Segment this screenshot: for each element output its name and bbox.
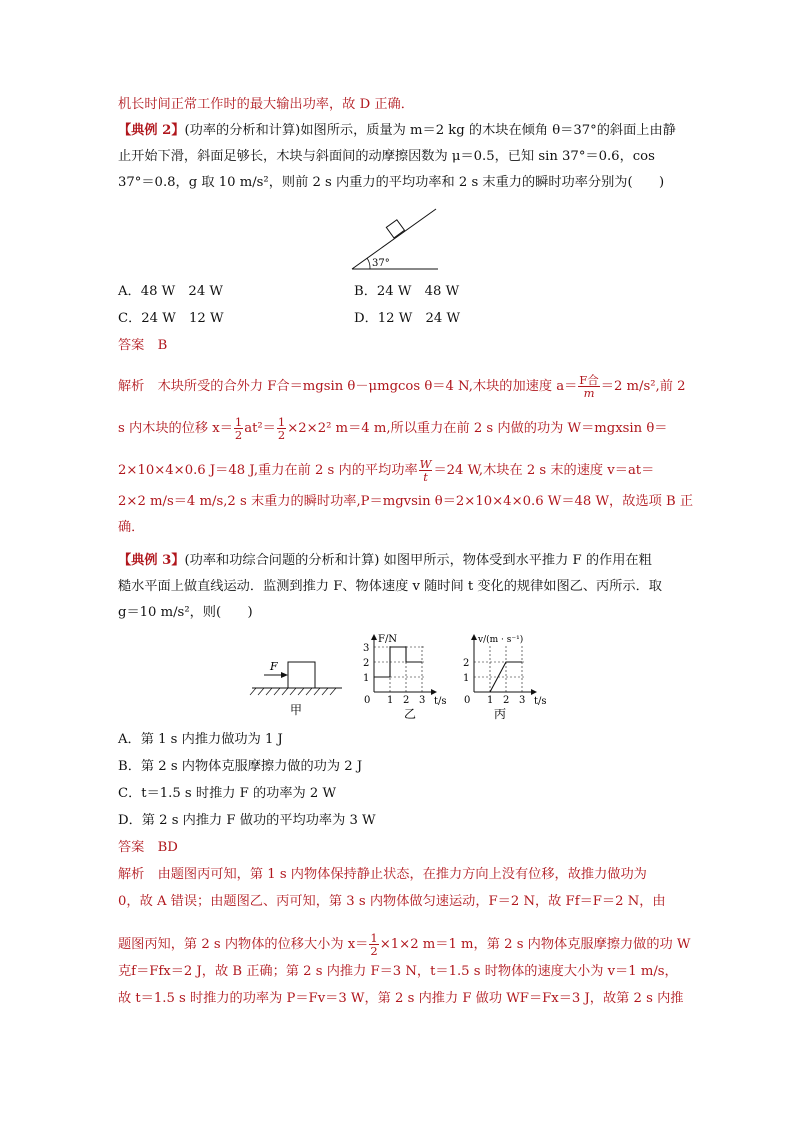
ex3-analysis-line5: 故 t＝1.5 s 时推力的功率为 P＝Fv＝3 W，第 2 s 内推力 F 做功 WF＝Fx＝3 J，故第 2 s 内推 xyxy=(118,991,684,1006)
fraction xyxy=(578,374,599,399)
fraction xyxy=(234,416,243,441)
fraction xyxy=(277,416,286,441)
fraction-numerator: W xyxy=(419,457,432,471)
ex3-analysis-label: 解析 xyxy=(118,867,145,882)
ex2-analysis-text: 木块所受的合外力 F合＝mgsin θ－μmgcos θ＝4 N,木块的加速度 a＝ xyxy=(157,379,578,394)
ex3-analysis-text: 题图丙知，第 2 s 内物体的位移大小为 x＝ xyxy=(118,937,369,952)
continuation-line: 机长时间正常工作时的最大输出功率，故 D 正确． xyxy=(118,97,414,112)
yi-y-tick-label: 3 xyxy=(363,643,370,654)
figure-bing-chart xyxy=(460,632,560,720)
ex2-option-d: D．12 W 24 W xyxy=(354,311,461,326)
bing-y-tick-label: 1 xyxy=(463,673,470,684)
ex3-analysis-text: 由题图丙可知，第 1 s 内物体保持静止状态，在推力方向上没有位移，故推力做功为 xyxy=(157,867,647,882)
ex2-tag: 【典例 2】 xyxy=(118,123,185,138)
fraction-denominator: m xyxy=(583,386,595,400)
ex3-answer: BD xyxy=(157,840,178,855)
ex3-answer-line xyxy=(118,838,178,858)
yi-y-tick-label: 1 xyxy=(363,673,370,684)
ex3-option-a: A．第 1 s 内推力做功为 1 J xyxy=(118,732,283,747)
fraction-denominator: 2 xyxy=(277,428,286,442)
ex2-option-b: B．24 W 48 W xyxy=(354,284,460,299)
ex3-analysis-text: ×1×2 m＝1 m，第 2 s 内物体克服摩擦力做的功 W xyxy=(379,937,691,952)
ex2-line1 xyxy=(118,121,676,141)
yi-x-tick-label: 1 xyxy=(387,695,394,706)
incline-figure xyxy=(348,205,444,275)
ex2-topic: (功率的分析和计算) xyxy=(184,123,301,138)
ex2-analysis-text: s 内木块的位移 x＝ xyxy=(118,421,233,436)
ex3-line1 xyxy=(118,551,652,571)
ex2-option-c: C．24 W 12 W xyxy=(118,311,224,326)
ex2-line2: 止开始下滑，斜面足够长，木块与斜面间的动摩擦因数为 μ＝0.5，已知 sin 37°＝0.6，cos xyxy=(118,149,655,164)
yi-x-tick-label: 2 xyxy=(403,695,410,706)
bing-x-tick-label: 0 xyxy=(464,695,471,706)
bing-x-tick-label: 3 xyxy=(519,695,526,706)
fraction-denominator: 2 xyxy=(234,428,243,442)
ex2-analysis-label: 解析 xyxy=(118,379,145,394)
bing-y-tick-label: 2 xyxy=(463,658,470,669)
fraction-numerator: 1 xyxy=(277,415,286,429)
fraction-numerator: 1 xyxy=(370,931,378,945)
ex2-line3: 37°＝0.8，g 取 10 m/s²，则前 2 s 内重力的平均功率和 2 s 末重力的瞬时功率分别为( ) xyxy=(118,175,665,190)
figure-yi-chart xyxy=(360,632,460,720)
yi-x-tick-label: 3 xyxy=(419,695,426,706)
ex3-option-d: D．第 2 s 内推力 F 做功的平均功率为 3 W xyxy=(118,813,376,828)
yi-x-tick-label: 0 xyxy=(364,695,371,706)
ex2-text1: 如图所示，质量为 m＝2 kg 的木块在倾角 θ＝37°的斜面上由静 xyxy=(300,123,676,138)
ex3-analysis-line4: 克f＝Ffx＝2 J，故 B 正确；第 2 s 内推力 F＝3 N，t＝1.5 s 时物体的速度大小为 v＝1 m/s， xyxy=(118,964,678,979)
ex2-answer-line xyxy=(118,336,167,356)
ex3-topic: (功率和功综合问题的分析和计算) xyxy=(184,553,380,568)
ex2-analysis-text: ＝2 m/s²,前 2 xyxy=(600,379,686,394)
figure-bing-caption: 丙 xyxy=(494,707,507,720)
fraction-numerator: F合 xyxy=(579,373,599,387)
bing-xlabel: t/s xyxy=(534,696,547,707)
figure-yi-caption: 乙 xyxy=(404,707,417,720)
ex3-option-c: C．t＝1.5 s 时推力 F 的功率为 2 W xyxy=(118,786,337,801)
ex3-line3: g＝10 m/s²，则( ) xyxy=(118,605,253,620)
ex3-line2: 糙水平面上做直线运动．监测到推力 F、物体速度 v 随时间 t 变化的规律如图乙、丙所示．取 xyxy=(118,579,662,594)
ex2-analysis-text: 2×10×4×0.6 J＝48 J,重力在前 2 s 内的平均功率 xyxy=(118,463,418,478)
figure-jia xyxy=(246,650,346,718)
ex3-tag: 【典例 3】 xyxy=(118,553,185,568)
ex2-analysis-line5: 确． xyxy=(118,520,145,535)
ex3-analysis-line3 xyxy=(118,932,690,957)
ex2-analysis-line2 xyxy=(118,416,667,441)
ex3-analysis-line2: 0，故 A 错误；由题图乙、丙可知，第 3 s 内物体做匀速运动，F＝2 N，故 Ff＝F＝2 N，由 xyxy=(118,894,666,909)
ex2-analysis-text: ×2×2² m＝4 m,所以重力在前 2 s 内做的功为 W＝mgxsin θ＝ xyxy=(287,421,668,436)
force-label: F xyxy=(270,660,278,673)
bing-x-tick-label: 2 xyxy=(503,695,510,706)
fraction-denominator: t xyxy=(423,470,428,484)
ex3-option-b: B．第 2 s 内物体克服摩擦力做的功为 2 J xyxy=(118,759,363,774)
fraction-numerator: 1 xyxy=(234,415,243,429)
fraction xyxy=(369,932,378,957)
ex2-analysis-text: at²＝ xyxy=(244,421,276,436)
fraction-denominator: 2 xyxy=(370,944,378,958)
ex2-analysis-text: ＝24 W,木块在 2 s 末的速度 v＝at＝ xyxy=(433,463,655,478)
ex2-answer: B xyxy=(157,338,168,353)
bing-ylabel: v/(m · s⁻¹) xyxy=(478,635,524,645)
ex3-text1: 如图甲所示，物体受到水平推力 F 的作用在粗 xyxy=(383,553,652,568)
figure-jia-caption: 甲 xyxy=(290,703,303,717)
ex2-option-a: A．48 W 24 W xyxy=(118,284,223,299)
yi-y-tick-label: 2 xyxy=(363,658,370,669)
ex2-analysis-line1 xyxy=(118,374,686,399)
bing-x-tick-label: 1 xyxy=(487,695,494,706)
ex2-analysis-line4: 2×2 m/s＝4 m/s,2 s 末重力的瞬时功率,P＝mgvsin θ＝2×10×4×0.6 W＝48 W，故选项 B 正 xyxy=(118,494,694,509)
ex2-answer-label: 答案 xyxy=(118,338,145,353)
ex3-answer-label: 答案 xyxy=(118,840,145,855)
fraction xyxy=(419,458,433,483)
ex3-analysis-line1 xyxy=(118,865,647,885)
ex2-analysis-line3 xyxy=(118,458,654,483)
angle-label: 37° xyxy=(372,258,390,269)
yi-xlabel: t/s xyxy=(434,696,447,707)
yi-ylabel: F/N xyxy=(378,634,398,645)
